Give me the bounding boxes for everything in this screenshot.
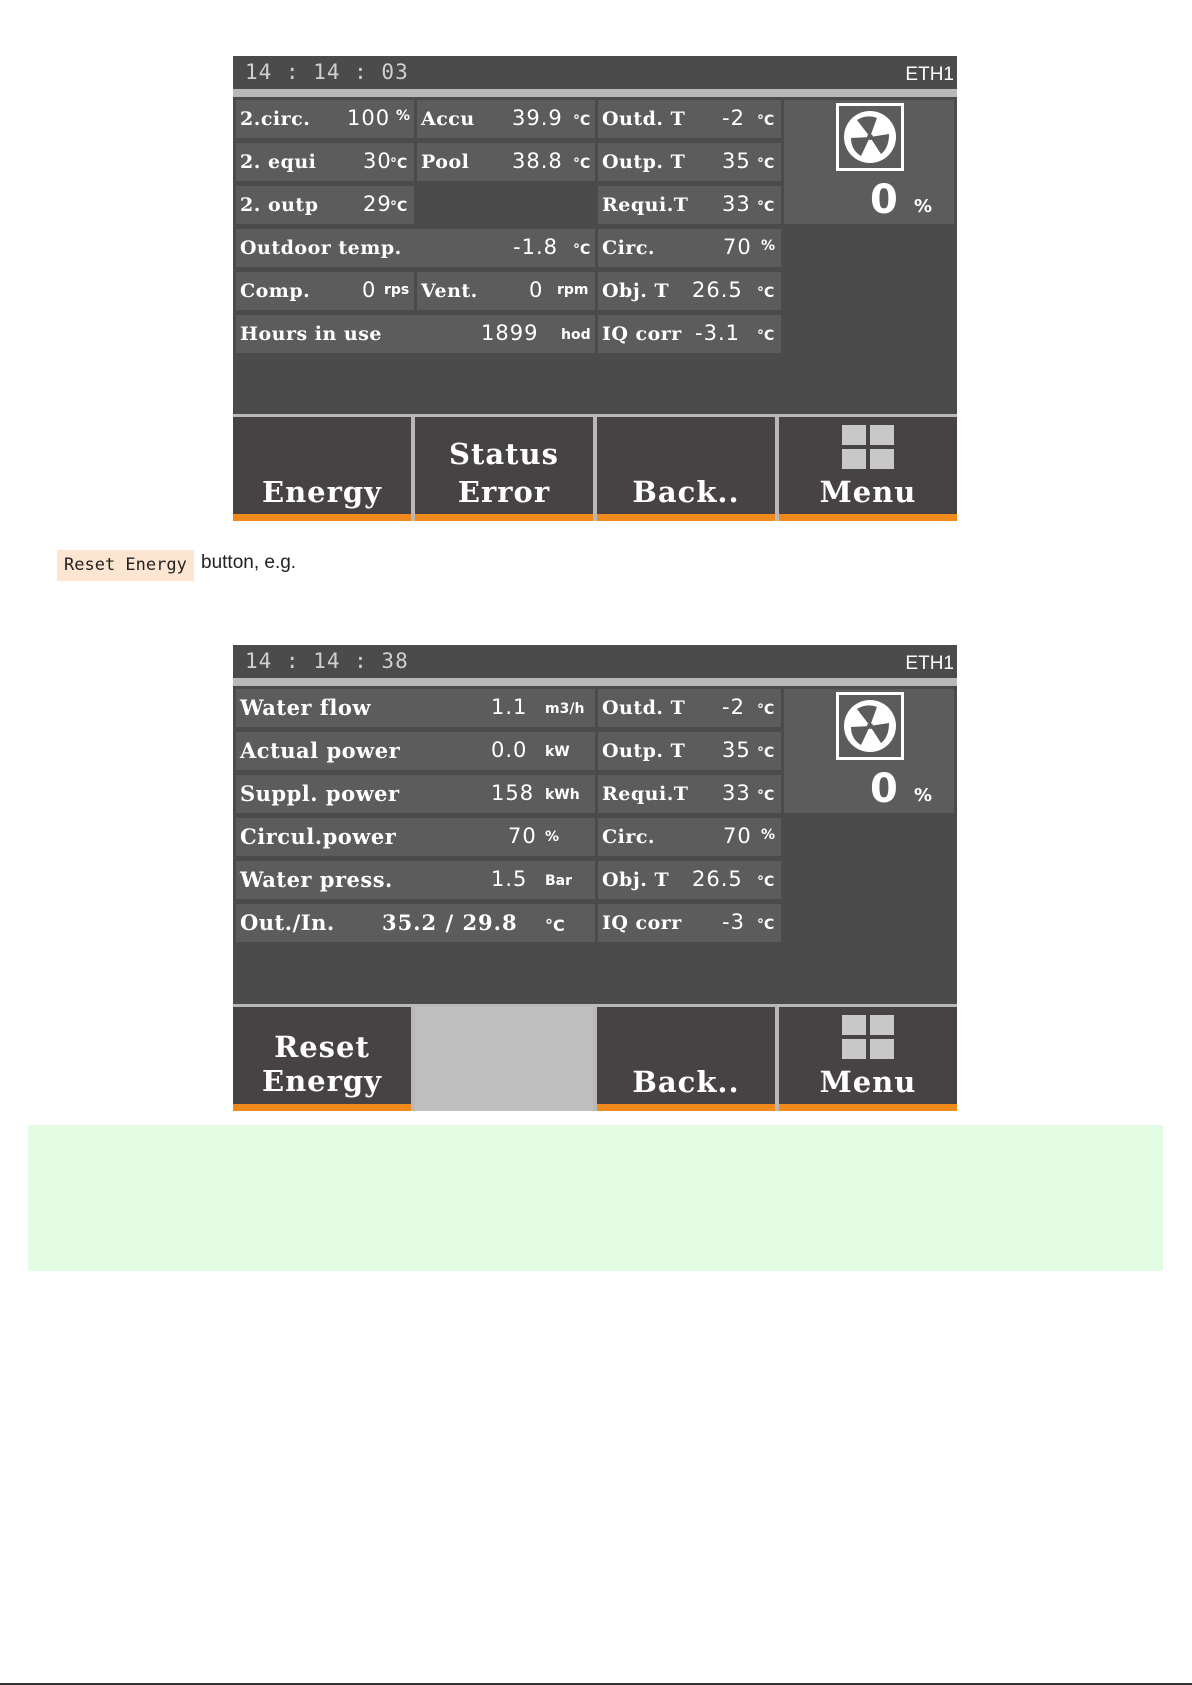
cell-label: IQ corr <box>602 323 682 345</box>
cell-iq-corr <box>598 904 781 942</box>
cell-2-equi <box>236 143 414 181</box>
cell-value: 39.9 <box>512 106 563 130</box>
fan-speed-unit: % <box>914 785 933 806</box>
cell-unit: rps <box>384 282 410 298</box>
cell-value: -2 <box>722 106 745 130</box>
button-accent <box>597 514 775 521</box>
grid-menu-icon <box>842 425 894 469</box>
fan-panel <box>784 100 954 224</box>
cell-value: -1.8 <box>513 235 558 259</box>
cell-vent <box>417 272 595 310</box>
fan-speed-value: 0 <box>870 177 898 223</box>
button-accent <box>779 514 957 521</box>
top-bar <box>233 645 957 678</box>
paragraph-text: button, e.g. <box>201 552 297 573</box>
cell-label: Vent. <box>421 280 478 302</box>
cell-unit: hod <box>561 327 591 343</box>
status-error-button[interactable] <box>415 417 593 521</box>
cell-unit: °C <box>757 285 775 301</box>
cell-label: Circ. <box>602 826 656 848</box>
reset-energy-button[interactable] <box>233 1007 411 1111</box>
button-label: Menu <box>819 475 917 509</box>
note-box <box>28 1125 1163 1271</box>
cell-value: -3 <box>722 910 745 934</box>
cell-unit: °C <box>573 156 591 172</box>
button-accent <box>233 1104 411 1111</box>
cell-label: Hours in use <box>240 323 383 345</box>
cell-unit: % <box>761 238 776 254</box>
top-bar <box>233 56 957 89</box>
cell-value: 0.0 <box>491 738 528 762</box>
cell-label: IQ corr <box>602 912 682 934</box>
cell-value: 35 <box>722 738 751 762</box>
hmi-screen-status <box>233 56 957 509</box>
cell-value: 1899 <box>481 321 539 345</box>
cell-unit: % <box>396 108 411 124</box>
cell-label: Water flow <box>240 695 371 720</box>
cell-label: Out./In. <box>240 910 335 935</box>
button-label: Back.. <box>632 475 740 509</box>
cell-label: Outp. T <box>602 740 686 762</box>
cell-value: 70 <box>723 235 752 259</box>
cell-value: 38.8 <box>512 149 563 173</box>
cell-unit: °C <box>757 788 775 804</box>
cell-unit: °C <box>757 745 775 761</box>
cell-value: 1.5 <box>491 867 528 891</box>
cell-circ <box>598 818 781 856</box>
menu-button[interactable] <box>779 417 957 521</box>
cell-pool <box>417 143 595 181</box>
network-label: ETH1 <box>905 64 954 85</box>
cell-unit: rpm <box>557 282 589 298</box>
cell-unit: °C <box>757 917 775 933</box>
cell-iq-corr <box>598 315 781 353</box>
button-label-line1: Reset <box>274 1030 370 1064</box>
grid-menu-icon <box>842 1015 894 1059</box>
cell-unit: °C <box>757 156 775 172</box>
cell-actual-power <box>236 732 595 770</box>
cell-comp <box>236 272 414 310</box>
cell-value: -2 <box>722 695 745 719</box>
cell-unit: °C <box>390 156 408 172</box>
cell-outdoor-temp <box>236 229 595 267</box>
cell-label: Comp. <box>240 280 311 302</box>
cell-value: 1.1 <box>491 695 528 719</box>
cell-outp-t <box>598 732 781 770</box>
hmi-screen-energy <box>233 645 957 1099</box>
inline-code-reset-energy: Reset Energy <box>57 550 194 581</box>
button-accent <box>597 1104 775 1111</box>
cell-unit: °C <box>757 328 775 344</box>
cell-hours-in-use <box>236 315 595 353</box>
cell-label: 2.circ. <box>240 108 311 130</box>
cell-label: Circ. <box>602 237 656 259</box>
cell-accu <box>417 100 595 138</box>
cell-value: 0 <box>362 278 377 302</box>
cell-value: 33 <box>722 192 751 216</box>
button-accent <box>233 514 411 521</box>
cell-unit: % <box>545 829 560 845</box>
cell-obj-t <box>598 861 781 899</box>
cell-label: Circul.power <box>240 824 397 849</box>
cell-label: Obj. T <box>602 280 670 302</box>
back-button[interactable] <box>597 1007 775 1111</box>
cell-unit: Bar <box>545 873 573 889</box>
cell-unit: °C <box>757 199 775 215</box>
cell-label: 2. equi <box>240 151 317 173</box>
cell-circ <box>598 229 781 267</box>
energy-button[interactable] <box>233 417 411 521</box>
button-row <box>233 414 957 521</box>
cell-value: 0 <box>529 278 544 302</box>
cell-label: Outp. T <box>602 151 686 173</box>
cell-2-circ <box>236 100 414 138</box>
cell-value: 35 <box>722 149 751 173</box>
cell-requi-t <box>598 775 781 813</box>
back-button[interactable] <box>597 417 775 521</box>
fan-panel <box>784 689 954 813</box>
cell-outp-t <box>598 143 781 181</box>
cell-value: -3.1 <box>695 321 740 345</box>
button-label: Back.. <box>632 1065 740 1099</box>
clock: 14 : 14 : 38 <box>245 649 409 673</box>
network-label: ETH1 <box>905 653 954 674</box>
cell-unit: m3/h <box>545 701 585 717</box>
cell-label: Requi.T <box>602 783 689 805</box>
cell-label: Outdoor temp. <box>240 237 402 259</box>
cell-label: Water press. <box>240 867 393 892</box>
fan-icon[interactable] <box>836 103 904 171</box>
cell-water-flow <box>236 689 595 727</box>
cell-value: 70 <box>508 824 537 848</box>
values-grid <box>233 686 957 1004</box>
cell-value: 35.2 / 29.8 <box>382 910 518 935</box>
button-label: Menu <box>819 1065 917 1099</box>
cell-label: Accu <box>421 108 475 130</box>
fan-icon[interactable] <box>836 692 904 760</box>
cell-outd-t <box>598 100 781 138</box>
cell-water-press <box>236 861 595 899</box>
cell-value: 29 <box>363 192 392 216</box>
cell-out-in <box>236 904 595 942</box>
cell-unit: °C <box>757 113 775 129</box>
cell-requi-t <box>598 186 781 224</box>
cell-circul-power <box>236 818 595 856</box>
cell-2-outp <box>236 186 414 224</box>
cell-label: Suppl. power <box>240 781 400 806</box>
button-label-line1: Status <box>449 437 559 471</box>
cell-suppl-power <box>236 775 595 813</box>
cell-outd-t <box>598 689 781 727</box>
button-label: Energy <box>261 475 383 509</box>
cell-value: 26.5 <box>692 278 743 302</box>
cell-unit: kWh <box>545 787 580 803</box>
cell-label: Obj. T <box>602 869 670 891</box>
button-label-line2: Energy <box>261 1064 383 1098</box>
button-accent <box>415 514 593 521</box>
cell-label: Requi.T <box>602 194 689 216</box>
cell-unit: °C <box>573 113 591 129</box>
separator <box>233 89 957 97</box>
cell-unit: °C <box>757 702 775 718</box>
fan-speed-unit: % <box>914 196 933 217</box>
cell-unit: kW <box>545 744 570 760</box>
cell-unit: °C <box>757 874 775 890</box>
cell-unit: % <box>761 827 776 843</box>
fan-speed-value: 0 <box>870 766 898 812</box>
cell-value: 26.5 <box>692 867 743 891</box>
cell-label: Outd. T <box>602 108 686 130</box>
cell-label: Pool <box>421 151 470 173</box>
cell-unit: °C <box>390 199 408 215</box>
cell-label: Actual power <box>240 738 401 763</box>
button-label-line2: Error <box>457 475 551 509</box>
cell-value: 158 <box>491 781 535 805</box>
cell-label: 2. outp <box>240 194 319 216</box>
cell-label: Outd. T <box>602 697 686 719</box>
cell-unit: °C <box>573 242 591 258</box>
clock: 14 : 14 : 03 <box>245 60 409 84</box>
button-row <box>233 1004 957 1111</box>
separator <box>233 678 957 686</box>
cell-value: 30 <box>363 149 392 173</box>
cell-unit: °C <box>545 916 565 935</box>
cell-value: 100 <box>347 106 391 130</box>
cell-value: 70 <box>723 824 752 848</box>
empty-button-slot <box>415 1007 593 1111</box>
button-accent <box>779 1104 957 1111</box>
values-grid <box>233 97 957 414</box>
menu-button[interactable] <box>779 1007 957 1111</box>
cell-value: 33 <box>722 781 751 805</box>
cell-obj-t <box>598 272 781 310</box>
